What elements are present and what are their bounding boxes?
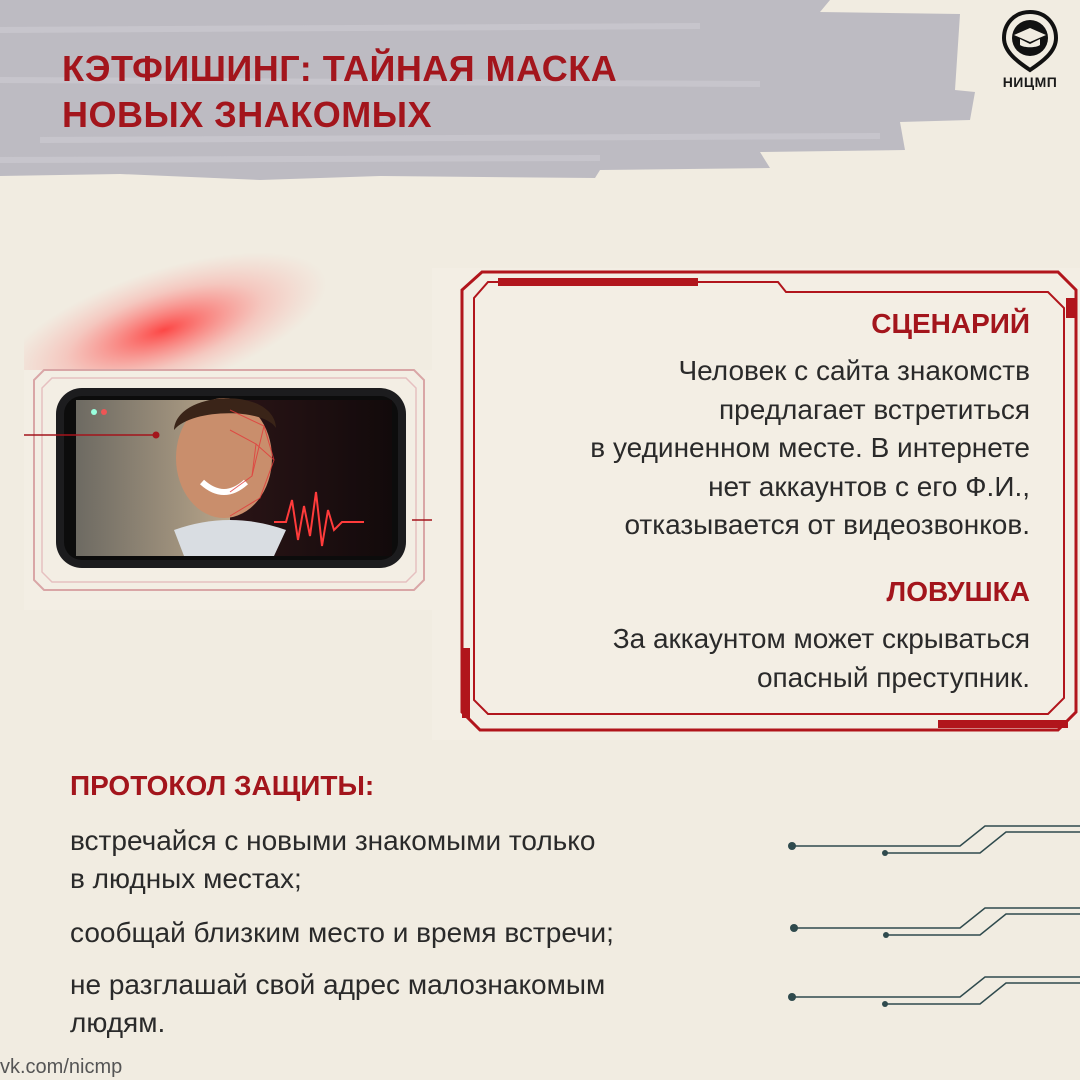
protocol-item-line: людям. — [70, 1007, 166, 1038]
circuit-decoration — [780, 820, 1080, 870]
scenario-line: Человек с сайта знакомств — [678, 355, 1030, 386]
scenario-line: предлагает встретиться — [719, 393, 1030, 425]
page-title — [62, 46, 782, 138]
logo-text: НИЦМП — [1002, 74, 1058, 90]
circuit-decoration — [780, 902, 1080, 952]
protocol-item-line: не разглашай свой адрес малознакомым — [70, 969, 606, 1000]
protocol-item — [70, 914, 750, 952]
protocol-item-line: сообщай близким место и время встречи; — [70, 917, 614, 948]
scenario-text — [490, 352, 1030, 545]
page-title-line-1: КЭТФИШИНГ: ТАЙНАЯ МАСКА — [62, 48, 618, 89]
footer-link[interactable]: vk.com/nicmp — [0, 1056, 123, 1078]
trap-line: За аккаунтом может скрываться — [612, 623, 1030, 654]
circuit-decoration — [780, 970, 1080, 1020]
page-title-line-2: НОВЫХ ЗНАКОМЫХ — [62, 94, 433, 135]
protocol-item-line: встречайся с новыми знакомыми только — [70, 825, 596, 856]
brand-logo — [990, 8, 1070, 98]
protocol-item — [70, 822, 750, 898]
graduation-cap-pin-icon — [990, 8, 1070, 74]
protocol-heading: ПРОТОКОЛ ЗАЩИТЫ: — [70, 770, 375, 801]
protocol-item — [70, 966, 750, 1042]
trap-line: опасный преступник. — [756, 661, 1030, 693]
protocol-item-line: в людных местах; — [70, 863, 302, 894]
scenario-line: отказывается от видеозвонков. — [624, 509, 1030, 540]
scenario-line: нет аккаунтов с его Ф.И., — [708, 470, 1030, 502]
scenario-heading: СЦЕНАРИЙ — [871, 308, 1030, 339]
scenario-line: в уединенном месте. В интернете — [590, 432, 1030, 463]
trap-text — [490, 620, 1030, 697]
trap-heading: ЛОВУШКА — [886, 576, 1030, 607]
phone-illustration — [24, 230, 444, 630]
